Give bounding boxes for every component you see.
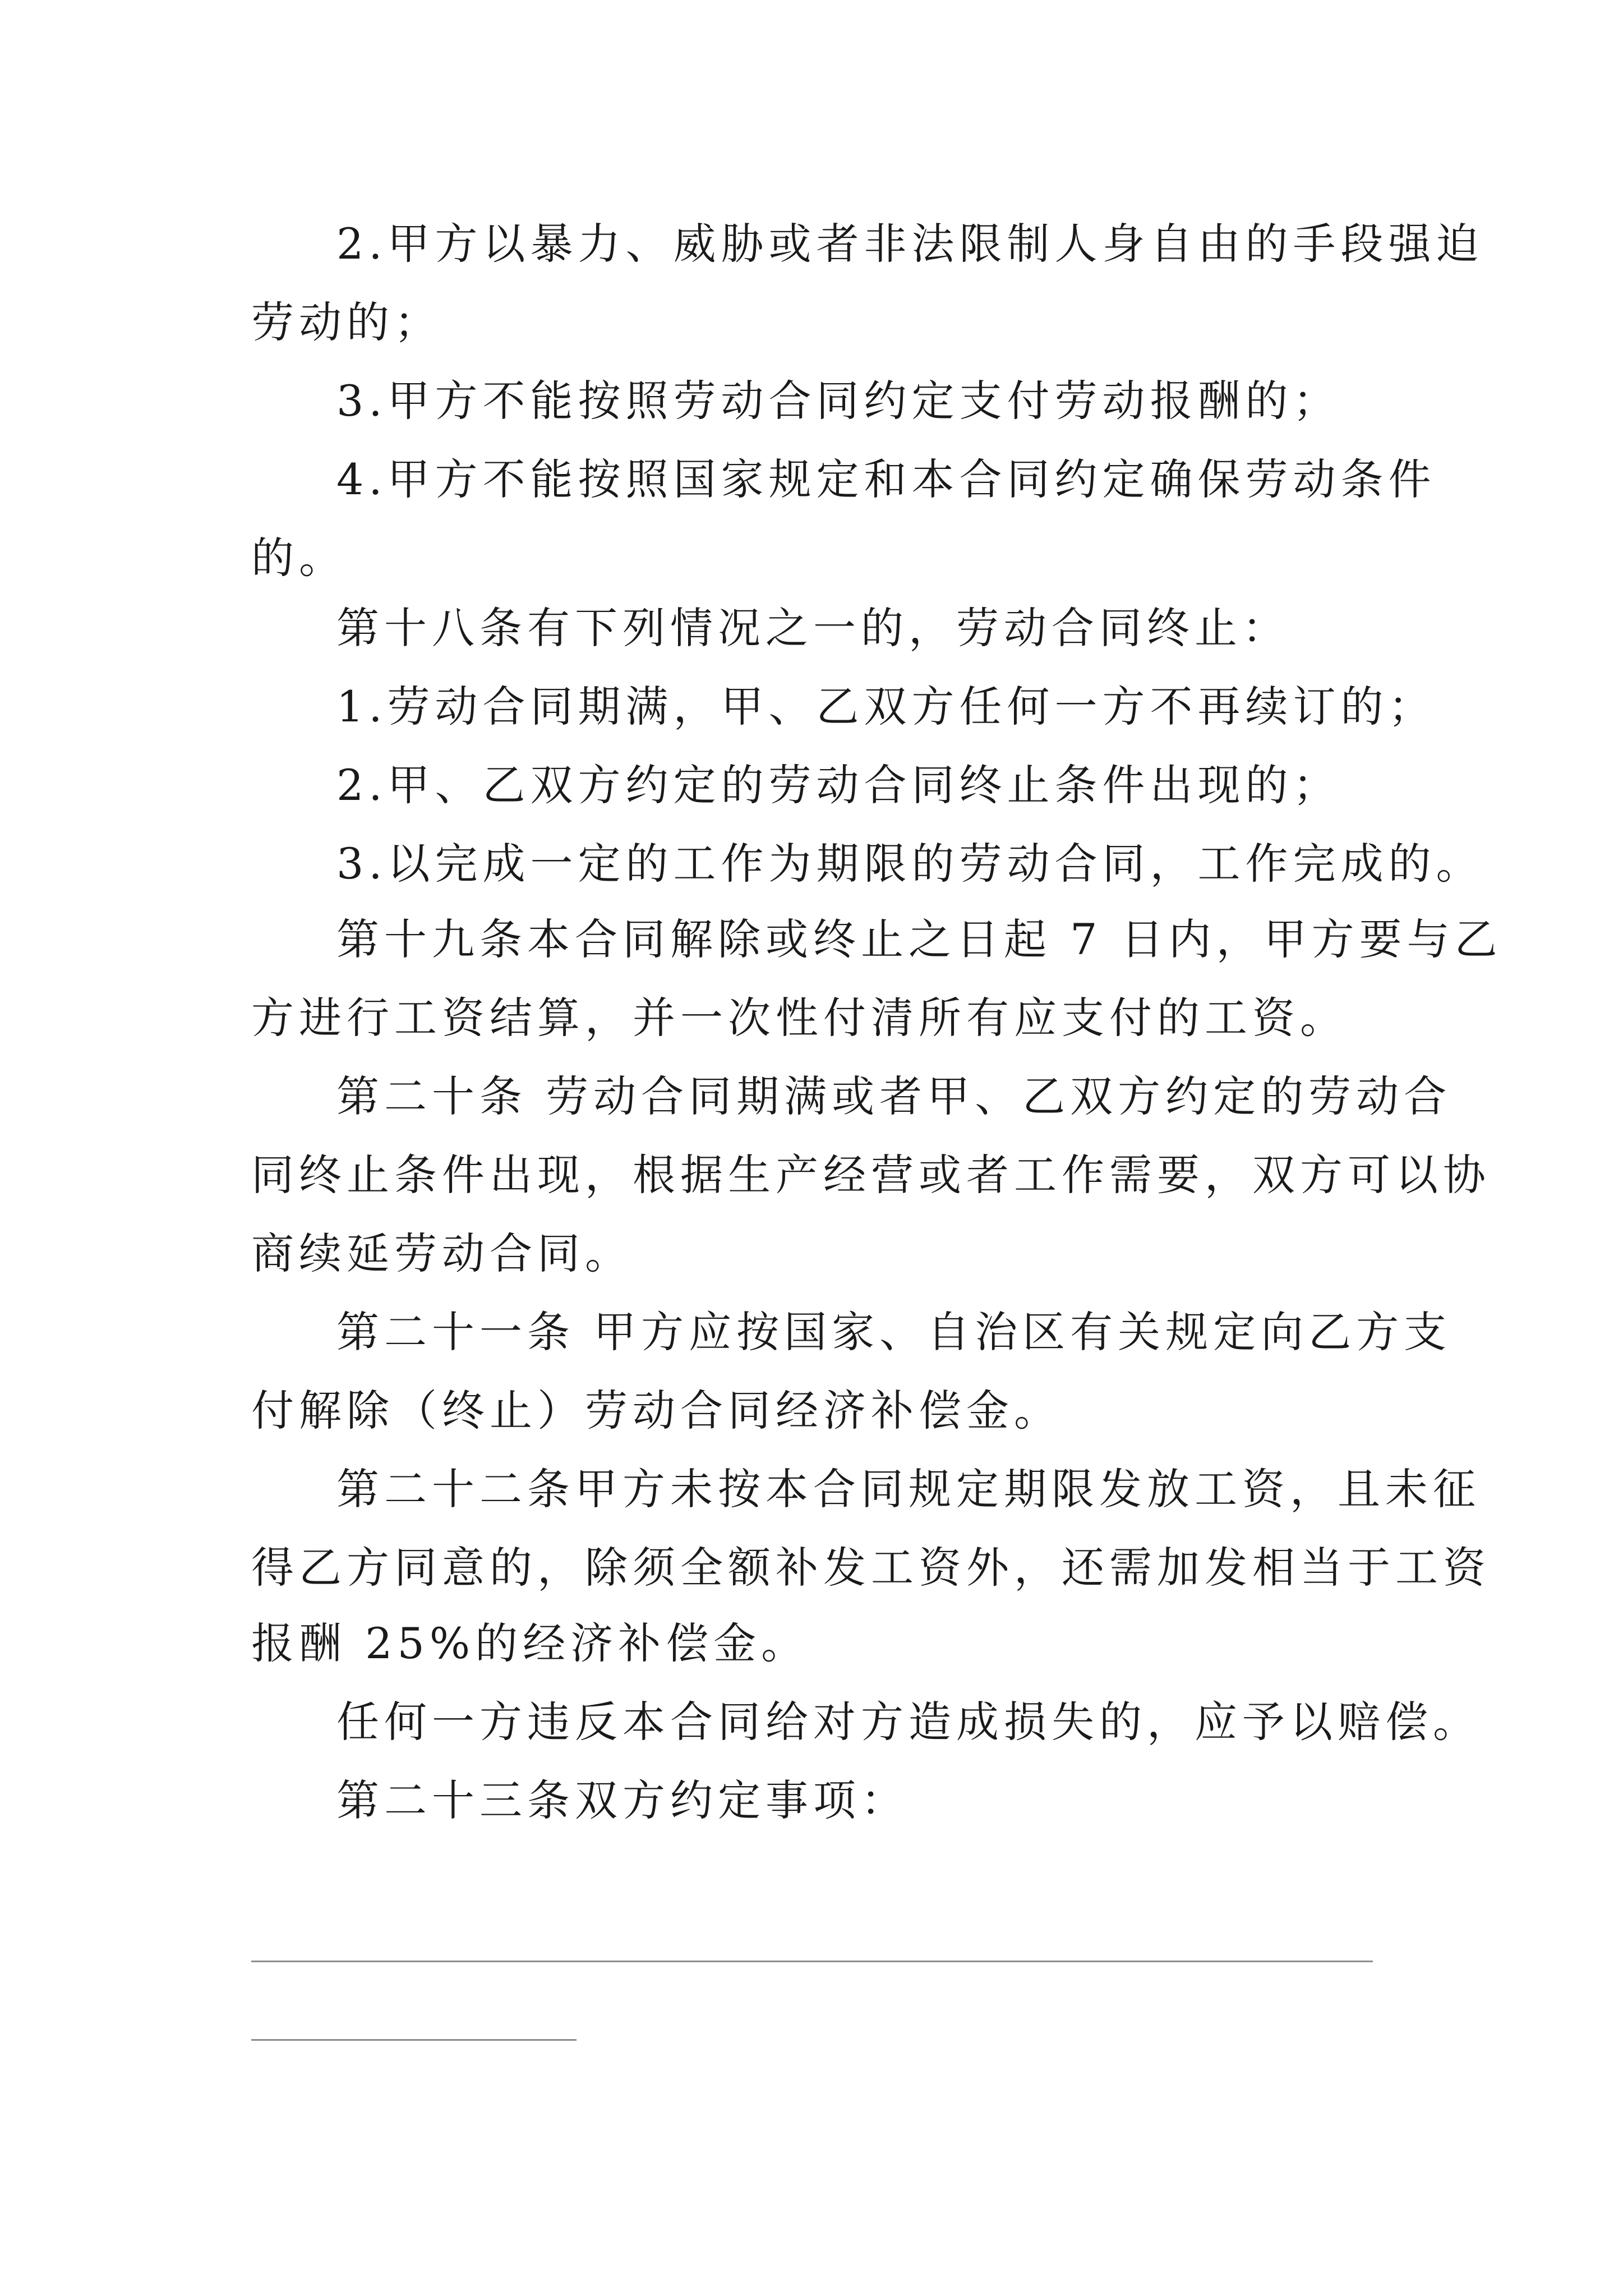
paragraph-line: 劳动的； xyxy=(251,297,442,347)
paragraph-line: 第十八条有下列情况之一的，劳动合同终止： xyxy=(336,603,1290,653)
paragraph-line: 第二十三条双方约定事项： xyxy=(336,1775,909,1825)
paragraph-line: 商续延劳动合同。 xyxy=(251,1228,633,1278)
paragraph-line: 第二十二条甲方未按本合同规定期限发放工资，且未征 xyxy=(336,1464,1481,1514)
paragraph-line: 报酬 25%的经济补偿金。 xyxy=(251,1618,809,1668)
paragraph-line: 第二十一条 甲方应按国家、自治区有关规定向乙方支 xyxy=(336,1307,1452,1357)
paragraph-line: 2.甲方以暴力、威胁或者非法限制人身自由的手段强迫 xyxy=(336,219,1484,269)
paragraph-line: 方进行工资结算，并一次性付清所有应支付的工资。 xyxy=(251,993,1348,1043)
paragraph-line: 4.甲方不能按照国家规定和本合同约定确保劳动条件 xyxy=(336,454,1436,504)
paragraph-line: 的。 xyxy=(251,533,347,583)
fill-in-line xyxy=(251,2039,577,2041)
paragraph-line: 得乙方同意的，除须全额补发工资外，还需加发相当于工资 xyxy=(251,1543,1491,1593)
paragraph-line: 第十九条本合同解除或终止之日起 7 日内，甲方要与乙 xyxy=(336,914,1502,964)
paragraph-line: 同终止条件出现，根据生产经营或者工作需要，双方可以协 xyxy=(251,1150,1491,1200)
paragraph-line: 任何一方违反本合同给对方造成损失的，应予以赔偿。 xyxy=(336,1697,1481,1747)
paragraph-line: 1.劳动合同期满，甲、乙双方任何一方不再续订的； xyxy=(336,682,1436,731)
paragraph-line: 3.甲方不能按照劳动合同约定支付劳动报酬的； xyxy=(336,376,1341,426)
paragraph-line: 付解除（终止）劳动合同经济补偿金。 xyxy=(251,1386,1062,1435)
fill-in-line xyxy=(251,1961,1373,1962)
paragraph-line: 第二十条 劳动合同期满或者甲、乙双方约定的劳动合 xyxy=(336,1071,1452,1121)
paragraph-line: 3.以完成一定的工作为期限的劳动合同，工作完成的。 xyxy=(336,839,1484,889)
paragraph-line: 2.甲、乙双方约定的劳动合同终止条件出现的； xyxy=(336,760,1341,810)
